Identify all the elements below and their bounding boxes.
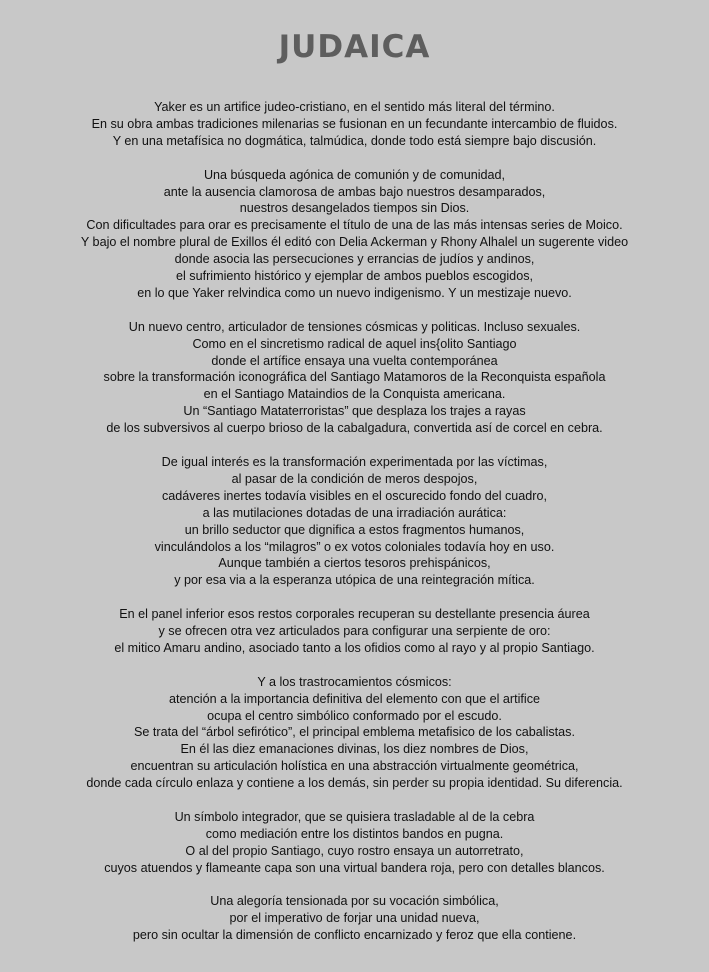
text-line: donde el artífice ensaya una vuelta contemporánea	[211, 353, 498, 368]
text-line: atención a la importancia definitiva del elemento con que el artifice	[168, 691, 541, 706]
paragraph	[0, 319, 709, 437]
text-line: nuestros desangelados tiempos sin Dios.	[239, 201, 470, 216]
paragraph	[0, 167, 709, 302]
text-line: y se ofrecen otra vez articulados para configurar una serpiente de oro:	[158, 624, 551, 639]
paragraph	[0, 454, 709, 589]
text-line: Con dificultades para orar es precisamente el título de una de las más intensas series de Moico.	[86, 218, 623, 233]
paragraph	[0, 674, 709, 792]
text-line: como mediación entre los distintos bandos en pugna.	[205, 826, 504, 841]
article-body	[0, 99, 709, 961]
text-line: por el imperativo de forjar una unidad nueva,	[229, 911, 480, 926]
text-line: En él las diez emanaciones divinas, los diez nombres de Dios,	[180, 742, 529, 757]
text-line: Una alegoría tensionada por su vocación simbólica,	[210, 894, 499, 909]
text-line: Un símbolo integrador, que se quisiera trasladable al de la cebra	[174, 809, 535, 824]
page-title: JUDAICA	[278, 29, 431, 65]
text-line: donde asocia las persecuciones y errancias de judíos y andinos,	[174, 252, 535, 267]
text-line: un brillo seductor que dignifica a estos fragmentos humanos,	[184, 522, 525, 537]
paragraph	[0, 809, 709, 877]
text-line: sobre la transformación iconográfica del Santiago Matamoros de la Reconquista española	[103, 370, 606, 385]
text-line: en lo que Yaker relvindica como un nuevo indigenismo. Y un mestizaje nuevo.	[137, 285, 572, 300]
text-line: y por esa via a la esperanza utópica de una reintegración mítica.	[174, 573, 535, 588]
text-line: a las mutilaciones dotadas de una irradiación aurática:	[202, 505, 507, 520]
paragraph	[0, 606, 709, 657]
text-line: Y bajo el nombre plural de Exillos él editó con Delia Ackerman y Rhony Alhalel un sugerente video	[80, 235, 629, 250]
text-line: Un “Santiago Mataterroristas” que desplaza los trajes a rayas	[183, 404, 526, 419]
text-line: Aunque también a ciertos tesoros prehispánicos,	[218, 556, 491, 571]
text-line: De igual interés es la transformación experimentada por las víctimas,	[161, 454, 548, 469]
text-line: Y a los trastrocamientos cósmicos:	[257, 674, 452, 689]
text-line: Una búsqueda agónica de comunión y de comunidad,	[203, 167, 506, 182]
text-line: O al del propio Santiago, cuyo rostro ensaya un autorretrato,	[185, 843, 524, 858]
text-line: Y en una metafísica no dogmática, talmúdica, donde todo está siempre bajo discusión.	[112, 133, 597, 148]
text-line: Yaker es un artifice judeo-cristiano, en el sentido más literal del término.	[154, 100, 555, 114]
paragraph	[0, 893, 709, 944]
text-line: Como en el sincretismo radical de aquel ins{olito Santiago	[192, 336, 517, 351]
text-line: cadáveres inertes todavía visibles en el oscurecido fondo del cuadro,	[161, 488, 548, 503]
text-line: el sufrimiento histórico y ejemplar de ambos pueblos escogidos,	[175, 269, 533, 284]
text-line: ocupa el centro simbólico conformado por el escudo.	[207, 708, 502, 723]
text-line: pero sin ocultar la dimensión de conflicto encarnizado y feroz que ella contiene.	[132, 928, 577, 943]
text-line: en el Santiago Mataindios de la Conquista americana.	[203, 387, 506, 402]
text-line: de los subversivos al cuerpo brioso de la cabalgadura, convertida así de corcel en cebra.	[106, 421, 603, 436]
text-line: Un nuevo centro, articulador de tensiones cósmicas y politicas. Incluso sexuales.	[128, 319, 581, 334]
text-line: En el panel inferior esos restos corporales recuperan su destellante presencia áurea	[119, 607, 590, 622]
text-line: vinculándolos a los “milagros” o ex votos coloniales todavía hoy en uso.	[154, 539, 555, 554]
text-line: cuyos atuendos y flameante capa son una virtual bandera roja, pero con detalles blancos.	[104, 860, 605, 875]
text-line: Se trata del “árbol sefirótico”, el principal emblema metafisico de los cabalistas.	[134, 725, 575, 740]
text-line: En su obra ambas tradiciones milenarias se fusionan en un fecundante intercambio de fluidos.	[91, 116, 618, 131]
text-line: encuentran su articulación holística en una abstracción virtualmente geométrica,	[130, 759, 579, 774]
text-line: el mitico Amaru andino, asociado tanto a los ofidios como al rayo y al propio Santiago.	[114, 640, 595, 655]
paragraph	[0, 99, 709, 150]
text-line: al pasar de la condición de meros despojos,	[231, 471, 478, 486]
text-line: donde cada círculo enlaza y contiene a los demás, sin perder su propia identidad. Su diferencia.	[86, 776, 623, 791]
text-line: ante la ausencia clamorosa de ambas bajo nuestros desamparados,	[163, 184, 546, 199]
